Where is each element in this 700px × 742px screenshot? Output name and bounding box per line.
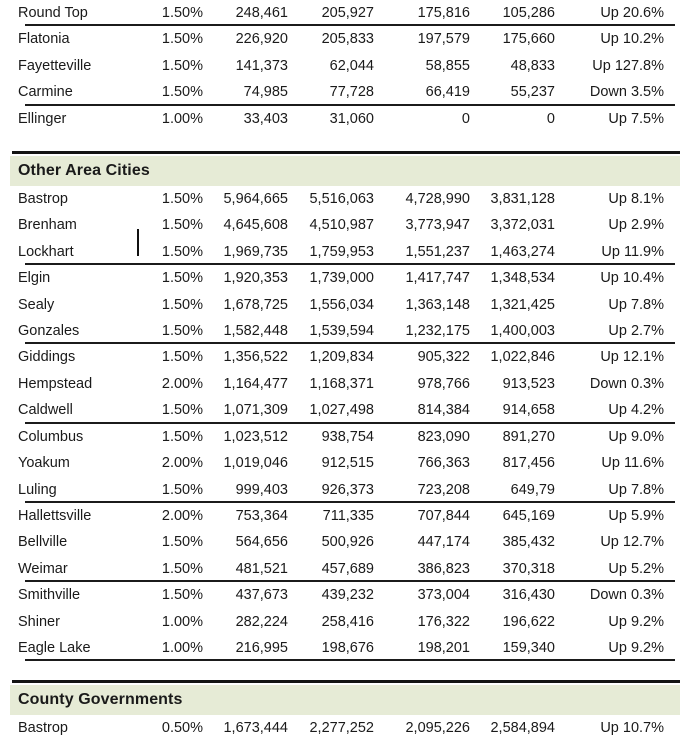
cell-name: Bastrop: [18, 720, 68, 737]
cell-n2: 62,044: [329, 57, 374, 74]
cell-rate: 1.50%: [161, 31, 203, 48]
cell-n2: 5,516,063: [309, 191, 374, 208]
rule-right: [558, 146, 700, 156]
section-header-fill: [208, 156, 700, 186]
cell-name: Flatonia: [18, 31, 70, 48]
cell-name: Columbus: [18, 428, 84, 445]
cell-n2: 926,373: [294, 477, 380, 503]
text-caret: [137, 229, 139, 256]
cell-n4: 3,831,128: [490, 191, 555, 208]
cell-rate: 0.50%: [161, 720, 203, 737]
cell-name: Elgin: [18, 270, 51, 287]
table-spacer: [0, 132, 700, 146]
cell-n3: 176,322: [417, 613, 470, 630]
rule-left: [0, 675, 140, 685]
cell-n2: 1,539,594: [294, 318, 380, 344]
cell-rate: 1.50%: [161, 270, 203, 287]
cell-change: Up 11.6%: [601, 455, 664, 472]
cell-n1: 5,964,665: [223, 191, 288, 208]
cell-n1: 1,678,725: [223, 296, 288, 313]
cell-rate: 1.00%: [140, 635, 208, 661]
table-row[interactable]: [0, 344, 700, 370]
cell-n3: 1,363,148: [405, 296, 470, 313]
section-header-label: County Governments: [0, 685, 208, 715]
cell-rate: 1.50%: [161, 349, 203, 366]
cell-n1: 1,071,309: [208, 397, 294, 423]
table-row[interactable]: [0, 477, 700, 503]
table-row[interactable]: [0, 582, 700, 608]
cell-name: Eagle Lake: [0, 635, 140, 661]
rule-mid: [140, 675, 558, 685]
cell-rate: 1.50%: [161, 217, 203, 234]
cell-name: Weimar: [0, 556, 140, 582]
cell-name: Bellville: [18, 534, 68, 551]
cell-name: Caldwell: [0, 397, 140, 423]
cell-n3: 766,363: [417, 455, 470, 472]
cell-rate: 1.50%: [140, 79, 208, 105]
section-header-fill: [208, 685, 700, 715]
cell-change: Up 10.7%: [600, 720, 664, 737]
cell-change: Up 9.2%: [558, 635, 700, 661]
table-row[interactable]: [0, 503, 700, 529]
cell-change: Up 7.8%: [608, 296, 664, 313]
cell-n2: 439,232: [321, 587, 374, 604]
cell-n4: 913,523: [502, 375, 555, 392]
cell-name: Yoakum: [18, 455, 70, 472]
cell-n4: 2,584,894: [490, 720, 555, 737]
cell-n4: 1,400,003: [476, 318, 558, 344]
rule-right: [558, 675, 700, 685]
cell-n2: 198,676: [294, 635, 380, 661]
table-row[interactable]: [0, 424, 700, 450]
cell-n3: 905,322: [417, 349, 470, 366]
cell-n4: 0: [546, 110, 555, 127]
cell-n2: 500,926: [321, 534, 374, 551]
cell-n2: 31,060: [329, 110, 374, 127]
section-header-row: [0, 685, 700, 715]
cell-n1: 437,673: [235, 587, 288, 604]
table-row[interactable]: [0, 292, 700, 318]
cell-n2: 1,209,834: [309, 349, 374, 366]
cell-rate: 1.50%: [140, 318, 208, 344]
table-row[interactable]: [0, 450, 700, 476]
cell-n3: 1,551,237: [380, 239, 476, 265]
cell-change: Up 4.2%: [558, 397, 700, 423]
cell-n3: 1,417,747: [405, 270, 470, 287]
cell-n1: 999,403: [208, 477, 294, 503]
cell-n3: 373,004: [417, 587, 470, 604]
cell-change: Down 3.5%: [558, 79, 700, 105]
cell-n3: 386,823: [380, 556, 476, 582]
cell-n2: 457,689: [294, 556, 380, 582]
cell-change: Up 12.7%: [600, 534, 664, 551]
cell-change: Up 9.0%: [608, 428, 664, 445]
cell-n4: 645,169: [502, 507, 555, 524]
cell-n2: 1,759,953: [294, 239, 380, 265]
cell-n2: 912,515: [321, 455, 374, 472]
cell-n1: 481,521: [208, 556, 294, 582]
cell-n4: 1,321,425: [490, 296, 555, 313]
cell-n4: 175,660: [502, 31, 555, 48]
cell-n1: 1,673,444: [223, 720, 288, 737]
cell-n4: 1,463,274: [476, 239, 558, 265]
cell-name: Ellinger: [18, 110, 67, 127]
cell-n4: 159,340: [476, 635, 558, 661]
table-row[interactable]: [0, 106, 700, 132]
cell-rate: 1.50%: [140, 239, 208, 265]
cell-n1: 1,019,046: [223, 455, 288, 472]
cell-change: Up 5.2%: [558, 556, 700, 582]
cell-n3: 197,579: [417, 31, 470, 48]
cell-n4: 385,432: [502, 534, 555, 551]
cell-n2: 1,027,498: [294, 397, 380, 423]
cell-name: Fayetteville: [18, 57, 92, 74]
cell-rate: 1.50%: [161, 296, 203, 313]
cell-change: Up 12.1%: [600, 349, 664, 366]
cell-n4: 55,237: [476, 79, 558, 105]
cell-change: Down 0.3%: [589, 375, 664, 392]
cell-rate: 1.50%: [140, 0, 208, 26]
cell-rate: 2.00%: [161, 375, 203, 392]
cell-name: Carmine: [0, 79, 140, 105]
cell-n1: 4,645,608: [223, 217, 288, 234]
cell-n1: 141,373: [235, 57, 288, 74]
cell-n2: 2,277,252: [309, 720, 374, 737]
cell-rate: 1.50%: [161, 534, 203, 551]
cell-n3: 175,816: [380, 0, 476, 26]
cell-rate: 2.00%: [161, 455, 203, 472]
cell-rate: 1.50%: [161, 57, 203, 74]
table-row[interactable]: [0, 318, 700, 344]
rule-left: [0, 146, 140, 156]
cell-n3: 58,855: [425, 57, 470, 74]
section-divider-rule: [0, 146, 700, 156]
cell-n3: 4,728,990: [405, 191, 470, 208]
cell-n3: 447,174: [417, 534, 470, 551]
cell-n1: 1,356,522: [223, 349, 288, 366]
cell-change: Up 7.5%: [608, 110, 664, 127]
table-row[interactable]: [0, 609, 700, 635]
cell-change: Down 0.3%: [589, 587, 664, 604]
table-row[interactable]: [0, 715, 700, 741]
cell-n3: 978,766: [417, 375, 470, 392]
table-row[interactable]: [0, 265, 700, 291]
table-row[interactable]: [0, 186, 700, 212]
cell-change: Up 7.8%: [558, 477, 700, 503]
cell-n3: 814,384: [380, 397, 476, 423]
cell-n1: 226,920: [235, 31, 288, 48]
cell-n2: 1,739,000: [309, 270, 374, 287]
table-row[interactable]: [0, 239, 700, 265]
cell-n2: 1,168,371: [309, 375, 374, 392]
cell-n2: 938,754: [321, 428, 374, 445]
cell-n2: 205,833: [321, 31, 374, 48]
table-row[interactable]: [0, 397, 700, 423]
cell-n3: 2,095,226: [405, 720, 470, 737]
spacer-cell: [0, 132, 700, 146]
cell-rate: 1.00%: [161, 110, 203, 127]
cell-n1: 282,224: [235, 613, 288, 630]
cell-n2: 1,556,034: [309, 296, 374, 313]
rule-mid: [140, 146, 558, 156]
cell-n2: 258,416: [321, 613, 374, 630]
cell-n4: 196,622: [502, 613, 555, 630]
cell-rate: 2.00%: [161, 507, 203, 524]
cell-n4: 1,348,534: [490, 270, 555, 287]
cell-name: Hallettsville: [18, 507, 92, 524]
cell-rate: 1.50%: [140, 397, 208, 423]
cell-name: Bastrop: [18, 191, 68, 208]
cell-n2: 711,335: [322, 507, 374, 524]
cell-n2: 4,510,987: [309, 217, 374, 234]
cell-name: Hempstead: [18, 375, 93, 392]
cell-name: Sealy: [18, 296, 55, 313]
cell-rate: 1.00%: [161, 613, 203, 630]
cell-change: Up 11.9%: [558, 239, 700, 265]
cell-n4: 817,456: [502, 455, 555, 472]
cell-rate: 1.50%: [140, 477, 208, 503]
cell-n1: 1,582,448: [208, 318, 294, 344]
cell-n1: 753,364: [235, 507, 288, 524]
cell-rate: 1.50%: [161, 428, 203, 445]
cell-n3: 823,090: [417, 428, 470, 445]
cell-n3: 66,419: [380, 79, 476, 105]
table-spacer: [0, 661, 700, 675]
cell-n4: 1,022,846: [490, 349, 555, 366]
spacer-cell: [0, 661, 700, 675]
cell-n3: 707,844: [417, 507, 470, 524]
cell-name: Smithville: [18, 587, 81, 604]
cell-n1: 564,656: [235, 534, 288, 551]
cell-change: Up 10.2%: [600, 31, 664, 48]
cell-change: Up 9.2%: [608, 613, 664, 630]
section-header-label: Other Area Cities: [0, 156, 208, 186]
cell-change: Up 2.9%: [608, 217, 664, 234]
section-header-row: [0, 156, 700, 186]
cell-n4: 48,833: [510, 57, 555, 74]
cell-n3: 723,208: [380, 477, 476, 503]
cell-n4: 914,658: [476, 397, 558, 423]
cell-change: Up 127.8%: [592, 57, 664, 74]
cell-n1: 1,023,512: [223, 428, 288, 445]
cell-n4: 316,430: [502, 587, 555, 604]
table-row[interactable]: [0, 529, 700, 555]
cell-n3: 3,773,947: [405, 217, 470, 234]
cell-rate: 1.50%: [140, 556, 208, 582]
cell-rate: 1.50%: [161, 587, 203, 604]
table-row[interactable]: [0, 556, 700, 582]
cell-name: Shiner: [18, 613, 60, 630]
cell-name: Round Top: [0, 0, 140, 26]
cell-rate: 1.50%: [161, 191, 203, 208]
cell-n1: 33,403: [243, 110, 288, 127]
table-row[interactable]: [0, 635, 700, 661]
cell-name: Luling: [0, 477, 140, 503]
section-divider-rule: [0, 675, 700, 685]
cell-n1: 248,461: [208, 0, 294, 26]
cell-name: Gonzales: [0, 318, 140, 344]
cell-name: Brenham: [18, 217, 77, 234]
table-row[interactable]: [0, 53, 700, 79]
cell-n4: 370,318: [476, 556, 558, 582]
cell-n2: 205,927: [294, 0, 380, 26]
cell-name: Lockhart: [0, 239, 140, 265]
cell-n1: 1,164,477: [223, 375, 288, 392]
cell-n1: 1,920,353: [223, 270, 288, 287]
cell-n4: 105,286: [476, 0, 558, 26]
cell-n3: 1,232,175: [380, 318, 476, 344]
table-row[interactable]: [0, 26, 700, 52]
cell-name: Giddings: [18, 349, 76, 366]
cell-n3: 198,201: [380, 635, 476, 661]
cell-change: Up 8.1%: [608, 191, 664, 208]
cell-n1: 74,985: [208, 79, 294, 105]
cell-change: Up 10.4%: [600, 270, 664, 287]
cell-change: Up 20.6%: [558, 0, 700, 26]
table-row[interactable]: [0, 371, 700, 397]
cell-n3: 0: [461, 110, 470, 127]
table-row[interactable]: [0, 79, 700, 105]
cell-change: Up 2.7%: [558, 318, 700, 344]
cell-change: Up 5.9%: [608, 507, 664, 524]
cell-n4: 3,372,031: [490, 217, 555, 234]
table-row[interactable]: [0, 212, 700, 238]
cell-n2: 77,728: [294, 79, 380, 105]
cell-n1: 1,969,735: [208, 239, 294, 265]
cell-n1: 216,995: [208, 635, 294, 661]
cell-n4: 649,79: [476, 477, 558, 503]
cell-n4: 891,270: [502, 428, 555, 445]
table-row[interactable]: [0, 0, 700, 26]
